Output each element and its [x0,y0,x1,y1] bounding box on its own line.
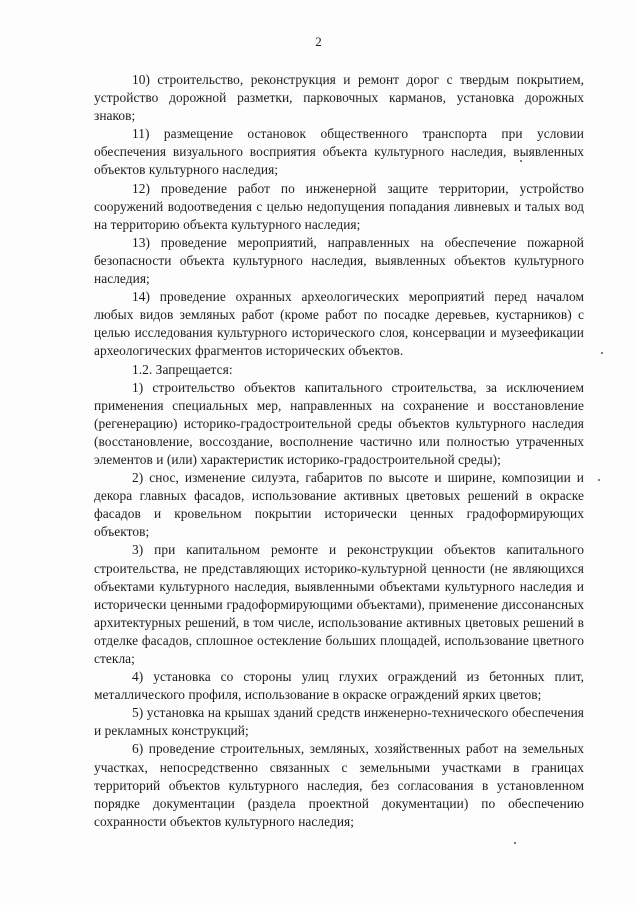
prohibition-item-2: 2) снос, изменение силуэта, габаритов по высоте и ширине, композиции и декора главных фасадов, использование активных цветовых решений в окраске фасадов и кровельном покрытии исторически ценных градоформирующих объектов; [94,470,584,540]
prohibition-item-4: 4) установка со стороны улиц глухих ограждений из бетонных плит, металлического профиля, использование в окраске ограждений ярких цветов; [94,669,584,703]
paragraph-item-11: 11) размещение остановок общественного транспорта при условии обеспечения визуального восприятия объекта культурного наследия, выявленных объектов культурного наследия; [94,126,584,178]
scan-speck [598,479,600,481]
scan-speck [514,842,516,844]
paragraph-item-12: 12) проведение работ по инженерной защите территории, устройство сооружений водоотведения с целью недопущения попадания ливневых и талых вод на территорию объекта культурного наследия; [94,180,584,232]
prohibition-item-1: 1) строительство объектов капитального строительства, за исключением применения специальных мер, направленных на сохранение и восстановление (регенерацию) историко-градостроительной среды объектов культурного наследия (восстановление, воссоздание, восполнение частично или полностью утраченных элементов и (или) характеристик историко-градостроительной среды); [94,379,584,467]
paragraph-item-10: 10) строительство, реконструкция и ремонт дорог с твердым покрытием, устройство дорожной разметки, парковочных карманов, установка дорожных знаков; [94,72,584,124]
section-heading-prohibited: 1.2. Запрещается: [132,361,233,377]
prohibition-item-3: 3) при капитальном ремонте и реконструкции объектов капитального строительства, не представляющих историко-культурной ценности (не являющихся объектами культурного наследия, выявленными объектами культурного наследия и исторически ценными градоформирующими объектами), применение диссонансных архитектурных решений, в том числе, использование активных цветовых решений в отделке фасадов, сплошное остекление больших площадей, использование цветного стекла; [94,542,584,666]
page-number: 2 [315,34,322,49]
scan-speck [520,160,522,162]
paragraph-item-13: 13) проведение мероприятий, направленных на обеспечение пожарной безопасности объекта культурного наследия, выявленных объектов культурного наследия; [94,234,584,287]
paragraph-item-14: 14) проведение охранных археологических мероприятий перед началом любых видов земляных работ (кроме работ по посадке деревьев, кустарников) с целью исследования культурного исторического слоя, консервации и музеефикации археологических фрагментов исторических объектов. [94,289,584,359]
scan-speck [601,352,603,354]
prohibition-item-6: 6) проведение строительных, земляных, хозяйственных работ на земельных участках, непосредственно связанных с земельными участками в границах территорий объектов культурного наследия, без согласования в установленном порядке документации (разделa проектной документации) по обеспечению сохранности объектов культурного наследия; [94,741,584,829]
document-body [94,71,584,831]
prohibition-item-5: 5) установка на крышах зданий средств инженерно-технического обеспечения и рекламных конструкций; [94,705,584,739]
